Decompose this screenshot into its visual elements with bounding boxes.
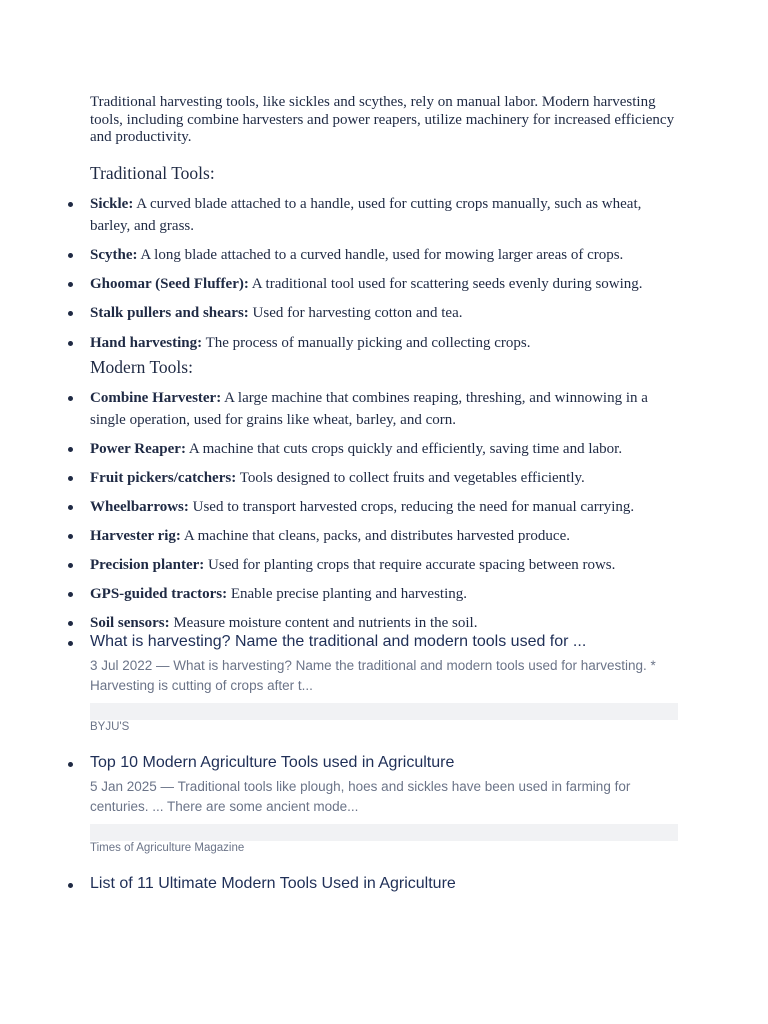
item-desc: Measure moisture content and nutrients in the soil. <box>169 615 478 631</box>
list-item <box>90 244 665 266</box>
item-desc: A traditional tool used for scattering seeds evenly during sowing. <box>248 276 643 292</box>
item-term: Harvester rig: <box>90 528 181 544</box>
list-item <box>90 467 665 489</box>
search-result-source[interactable]: BYJU'S <box>90 721 130 733</box>
item-desc: The process of manually picking and collecting crops. <box>202 335 531 351</box>
item-desc: A long blade attached to a curved handle, used for mowing larger areas of crops. <box>137 247 624 263</box>
item-term: GPS-guided tractors: <box>90 586 228 602</box>
item-desc: Used to transport harvested crops, reducing the need for manual carrying. <box>188 499 635 515</box>
search-result-divider <box>90 824 678 841</box>
search-result-title-link[interactable]: List of 11 Ultimate Modern Tools Used in Agriculture <box>90 875 456 892</box>
item-term: Wheelbarrows: <box>90 499 189 515</box>
modern-tools-heading: Modern Tools: <box>90 357 193 377</box>
item-desc: A machine that cleans, packs, and distributes harvested produce. <box>180 528 570 544</box>
item-desc: Used for planting crops that require accurate spacing between rows. <box>204 557 616 573</box>
item-desc: Tools designed to collect fruits and vegetables efficiently. <box>236 470 585 486</box>
item-term: Soil sensors: <box>90 615 170 631</box>
list-item <box>90 583 665 605</box>
list-item <box>90 302 665 324</box>
item-desc: Used for harvesting cotton and tea. <box>248 305 463 321</box>
item-desc: Enable precise planting and harvesting. <box>227 586 467 602</box>
item-term: Scythe: <box>90 247 138 263</box>
intro-paragraph: Traditional harvesting tools, like sickles and scythes, rely on manual labor. Modern harvesting tools, including combine harvesters and power reapers, utilize machinery for increased efficiency and productivity. <box>90 94 675 145</box>
list-item <box>90 387 665 431</box>
item-term: Fruit pickers/catchers: <box>90 470 237 486</box>
list-item <box>90 438 665 460</box>
search-result-title-link[interactable]: Top 10 Modern Agriculture Tools used in Agriculture <box>90 754 455 771</box>
item-term: Ghoomar (Seed Fluffer): <box>90 276 249 292</box>
item-desc: A machine that cuts crops quickly and efficiently, saving time and labor. <box>185 441 623 457</box>
search-result-source[interactable]: Times of Agriculture Magazine <box>90 842 245 854</box>
item-desc: A curved blade attached to a handle, used for cutting crops manually, such as wheat, barley, and grass. <box>90 196 642 234</box>
search-result-snippet: 5 Jan 2025 — Traditional tools like plough, hoes and sickles have been used in farming for centuries. ... There are some ancient mode... <box>90 779 631 814</box>
list-item <box>90 273 665 295</box>
list-item <box>90 193 665 237</box>
item-term: Combine Harvester: <box>90 390 222 406</box>
search-result-snippet: 3 Jul 2022 — What is harvesting? Name the traditional and modern tools used for harvesting. * Harvesting is cutting of crops after t... <box>90 658 656 693</box>
list-item <box>90 525 665 547</box>
item-term: Hand harvesting: <box>90 335 203 351</box>
list-item <box>90 332 665 354</box>
item-term: Precision planter: <box>90 557 205 573</box>
item-term: Stalk pullers and shears: <box>90 305 249 321</box>
search-result-divider <box>90 703 678 720</box>
item-desc: A large machine that combines reaping, threshing, and winnowing in a single operation, used for grains like wheat, barley, and corn. <box>90 390 648 428</box>
search-result-title-link[interactable]: What is harvesting? Name the traditional and modern tools used for ... <box>90 633 587 650</box>
list-item <box>90 496 665 518</box>
item-term: Sickle: <box>90 196 134 212</box>
list-item <box>90 554 665 576</box>
item-term: Power Reaper: <box>90 441 186 457</box>
traditional-tools-heading: Traditional Tools: <box>90 163 215 183</box>
list-item <box>90 612 665 634</box>
